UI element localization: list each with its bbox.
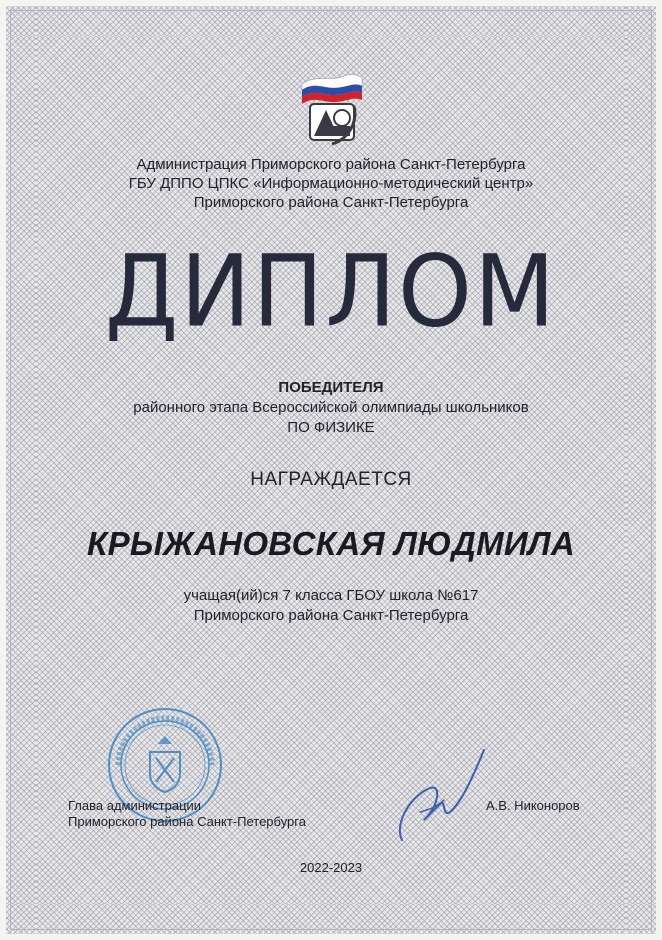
signature-icon bbox=[380, 740, 500, 850]
signatory-position-line-2: Приморского района Санкт-Петербурга bbox=[68, 814, 306, 829]
organization-line-3: Приморского района Санкт-Петербурга bbox=[193, 194, 469, 211]
signatory-name: А.В. Никоноров bbox=[486, 798, 580, 813]
recipient-district: Приморского района Санкт-Петербурга bbox=[193, 607, 469, 624]
diploma-title: ДИПЛОМ bbox=[104, 235, 558, 350]
recipient-name: КРЫЖАНОВСКАЯ ЛЮДМИЛА bbox=[86, 525, 576, 562]
winner-label: ПОБЕДИТЕЛЯ bbox=[278, 379, 384, 396]
academic-year: 2022-2023 bbox=[299, 860, 363, 875]
awarded-label: НАГРАЖДАЕТСЯ bbox=[250, 469, 412, 490]
organization-line-1: Администрация Приморского района Санкт-Петербурга bbox=[136, 156, 526, 173]
signatory-position-line-1: Глава администрации bbox=[68, 798, 202, 813]
olympiad-emblem-icon bbox=[292, 66, 372, 146]
subject-line: ПО ФИЗИКЕ bbox=[287, 419, 375, 436]
olympiad-stage-line: районного этапа Всероссийской олимпиады школьников bbox=[133, 399, 529, 416]
organization-line-2: ГБУ ДППО ЦПКС «Информационно-методический центр» bbox=[128, 175, 534, 192]
recipient-class-school: учащая(ий)ся 7 класса ГБОУ школа №617 bbox=[183, 587, 479, 604]
